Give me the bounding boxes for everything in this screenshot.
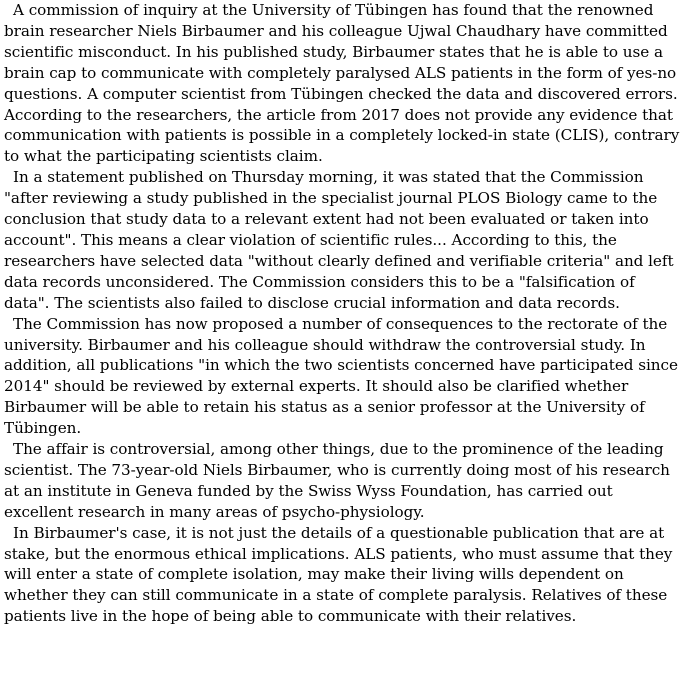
paragraph-2: In a statement published on Thursday morning, it was stated that the Commission "after reviewing a study published in the specialist journal PLOS Biology came to the conclusion that study data to a relevant extent had not been evaluated or taken into account". This means a clear violation of scientific rules... According to this, the researchers have selected data "without clearly defined and verifiable criteria" and left data records unconsidered. The Commission considers this to be a "falsification of data". The scientists also failed to disclose crucial information and data records.	[4, 168, 674, 312]
paragraph-3: The Commission has now proposed a number of consequences to the rectorate of the university. Birbaumer and his colleague should withdraw the controversial study. In addition, all publications "in which the two scientists concerned have participated since 2014" should be reviewed by external experts. It should also be clarified whether Birbaumer will be able to retain his status as a senior professor at the University of Tübingen.	[4, 314, 678, 438]
paragraph-4: The affair is controversial, among other things, due to the prominence of the leading scientist. The 73-year-old Niels Birbaumer, who is currently doing most of his research at an institute in Geneva funded by the Swiss Wyss Foundation, has carried out excellent research in many areas of psycho-physiology.	[4, 440, 670, 521]
paragraph-5: In Birbaumer's case, it is not just the details of a questionable publication that are at stake, but the enormous ethical implications. ALS patients, who must assume that they will enter a state of complete isolation, may make their living wills dependent on whether they can still communicate in a state of complete paralysis. Relatives of these patients live in the hope of being able to communicate with their relatives.	[4, 523, 673, 626]
paragraph-1: A commission of inquiry at the University of Tübingen has found that the renowned brain researcher Niels Birbaumer and his colleague Ujwal Chaudhary have committed scientific misconduct. In his published study, Birbaumer states that he is able to use a brain cap to communicate with completely paralysed ALS patients in the form of yes-no questions. A computer scientist from Tübingen checked the data and discovered errors. According to the researchers, the article from 2017 does not provide any evidence that communication with patients is possible in a completely locked-in state (CLIS), contrary to what the participating scientists claim.	[4, 1, 680, 166]
